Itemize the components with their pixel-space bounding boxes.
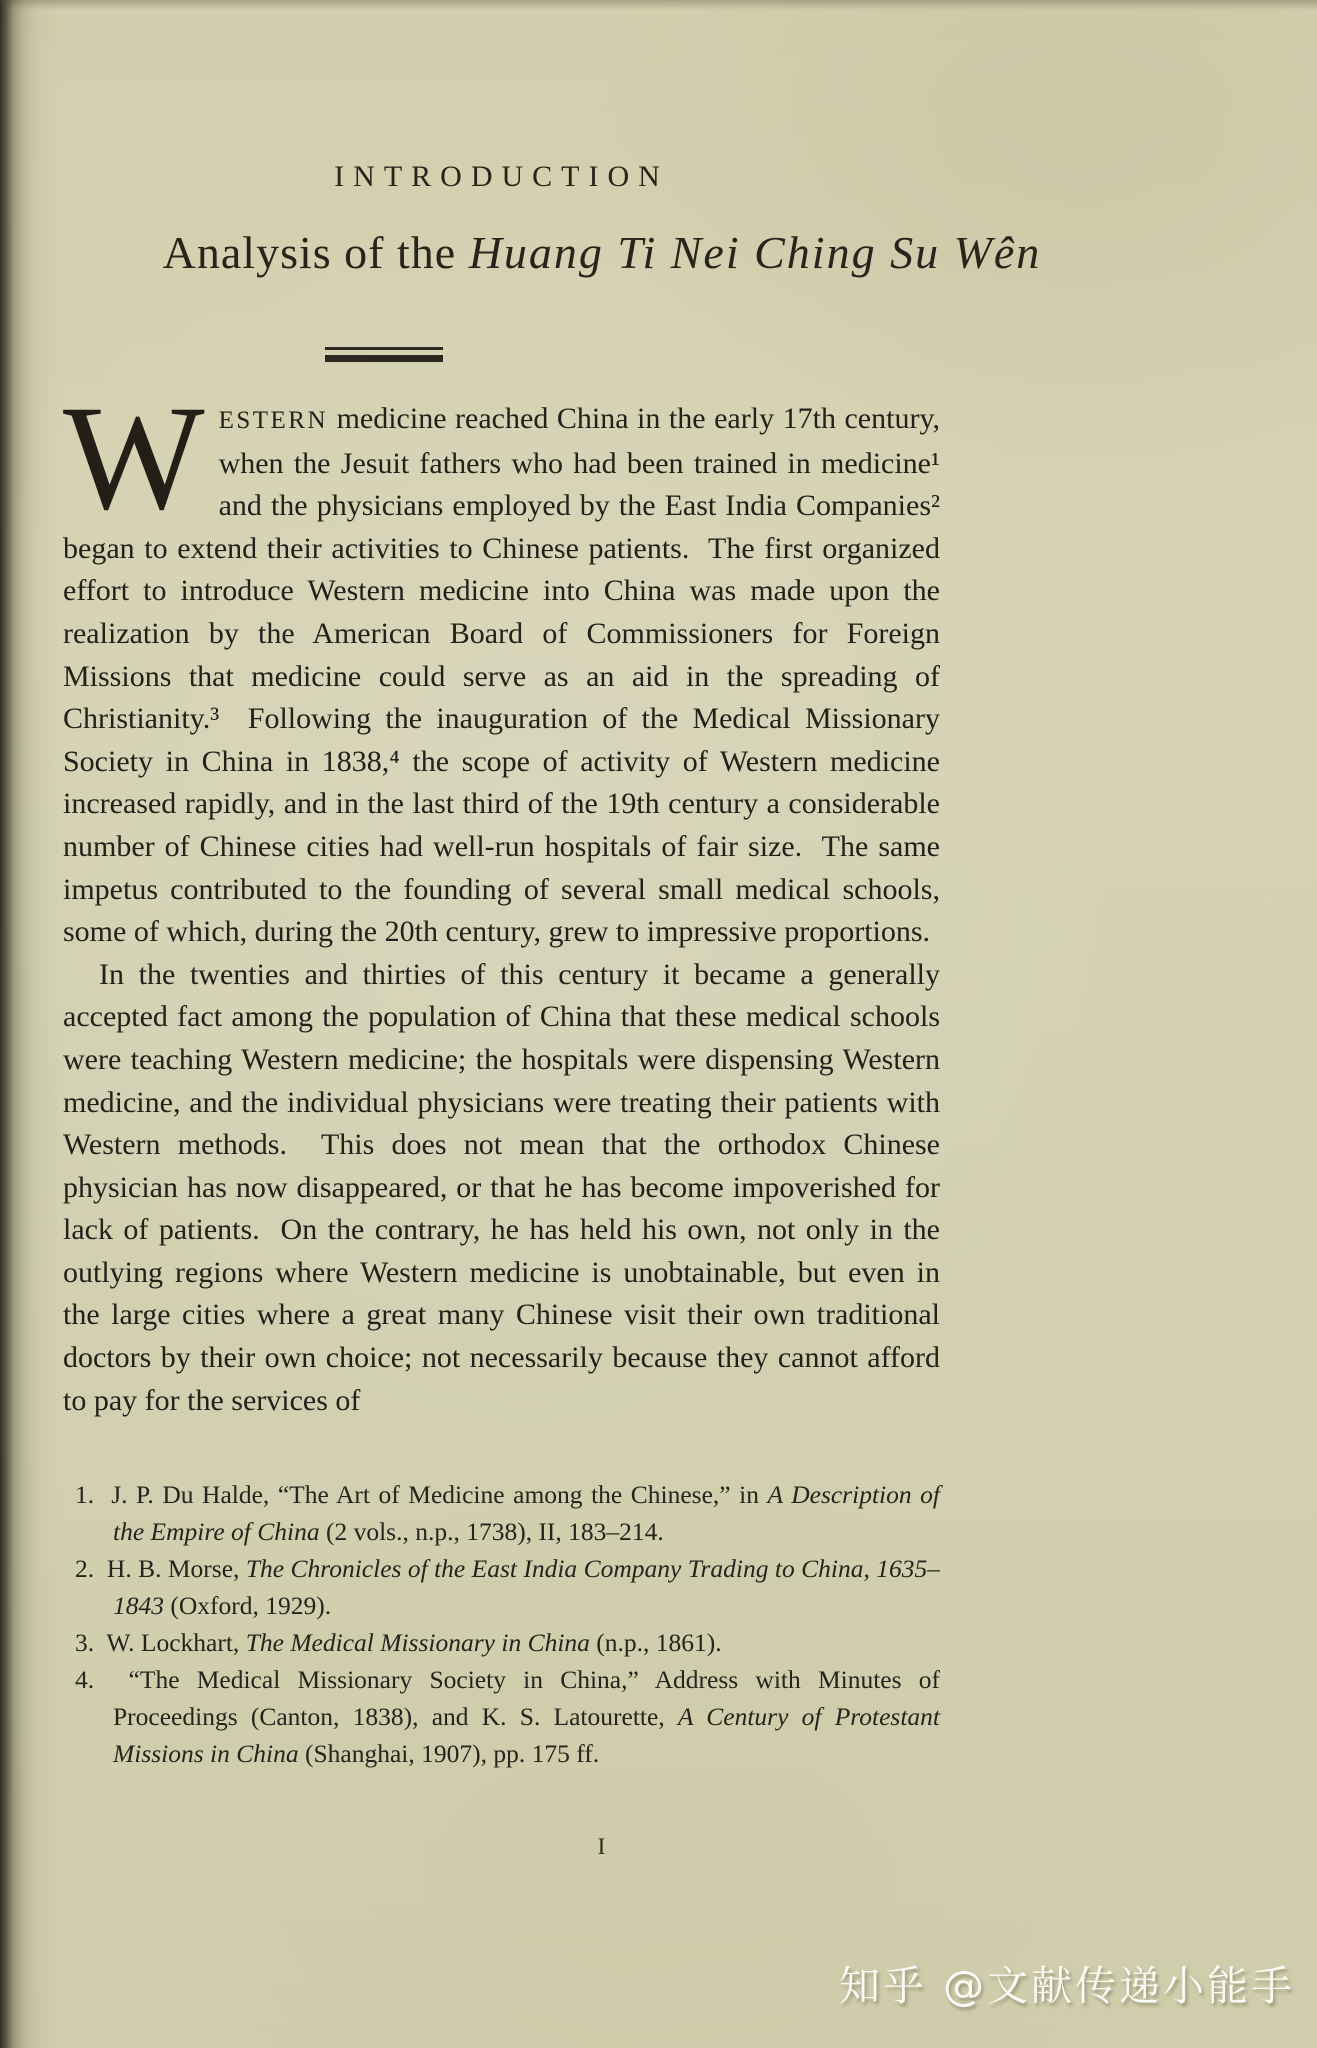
page-number: I (597, 1834, 607, 1860)
footnote-2-text: 2. H. B. Morse, (75, 1554, 246, 1584)
binding-shadow (0, 0, 60, 2048)
footnote-1-text: 1. J. P. Du Halde, “The Art of Medicine among the Chinese,” in (75, 1480, 768, 1510)
footnote-4-tail: (Shanghai, 1907), pp. 175 ff. (298, 1739, 600, 1769)
footnote-4-text: 4. “The Medical Missionary Society in China,” Address with Minutes of Proceedings (Canton, 1838), and K. S. Latourette, (75, 1665, 940, 1732)
footnotes-block (63, 1476, 940, 1772)
footnote-3-title: The Medical Missionary in China (245, 1628, 590, 1658)
footnote-2-tail: (Oxford, 1929). (164, 1591, 332, 1621)
footnote-3-text: 3. W. Lockhart, (75, 1628, 246, 1658)
section-heading: INTRODUCTION (334, 160, 669, 193)
footnote-4-title: A Century of Protestant Missions in China (113, 1702, 940, 1769)
paragraph-1-text: medicine reached China in the early 17th century, when the Jesuit fathers who had been trained in medicine¹ and the physicians employed by the East India Companies² began to extend their activities to Chinese patients. The first organized effort to introduce Western medicine into China was made upon the realization by the American Board of Commissioners for Foreign Missions that medicine could serve as an aid in the spreading of Christianity.³ Following the inauguration of the Medical Missionary Society in China in 1838,⁴ the scope of activity of Western medicine increased rapidly, and in the last third of the 19th century a considerable number of Chinese cities had well-run hospitals of fair size. The same impetus contributed to the founding of several small medical schools, some of which, during the 20th century, grew to impressive proportions. (63, 402, 940, 949)
divider-thick-line (325, 355, 443, 362)
lead-small-caps: ESTERN (218, 407, 329, 434)
main-text-block (63, 347, 940, 1772)
footnote-4 (75, 1661, 940, 1772)
footnote-1-title: A Description of the Empire of China (113, 1480, 940, 1547)
paragraph-2: In the twenties and thirties of this century it became a generally accepted fact among the population of China that these medical schools were teaching Western medicine; the hospitals were dispensing Western medicine, and the individual physicians were treating their patients with Western methods. This does not mean that the orthodox Chinese physician has now disappeared, or that he has become impoverished for lack of patients. On the contrary, he has held his own, not only in the outlying regions where Western medicine is unobtainable, but even in the large cities where a great many Chinese visit their own traditional doctors by their own choice; not necessarily because they cannot afford to pay for the services of (63, 957, 940, 1417)
footnote-2 (75, 1550, 940, 1624)
paragraph-1 (63, 375, 940, 954)
footnote-2-title: The Chronicles of the East India Company Trading to China, 1635–1843 (113, 1554, 940, 1621)
folio-block (63, 1834, 1141, 1860)
footnote-3-tail: (n.p., 1861). (589, 1628, 722, 1658)
heading-block (63, 0, 940, 194)
chapter-title (63, 194, 1141, 279)
divider-thin-line (325, 347, 443, 350)
title-divider-rule (325, 347, 443, 362)
chapter-title-italic: Huang Ti Nei Ching Su Wên (468, 227, 1042, 278)
footnote-1 (75, 1476, 940, 1550)
watermark-text: 知乎 @文献传递小能手 (838, 1962, 1295, 2010)
footnote-1-tail: (2 vols., n.p., 1738), II, 183–214. (319, 1517, 664, 1547)
body-text (63, 375, 940, 1422)
title-block (63, 194, 1141, 279)
dropcap-letter: W (63, 375, 205, 541)
footnote-3 (75, 1624, 940, 1661)
chapter-title-roman: Analysis of the (162, 227, 469, 278)
